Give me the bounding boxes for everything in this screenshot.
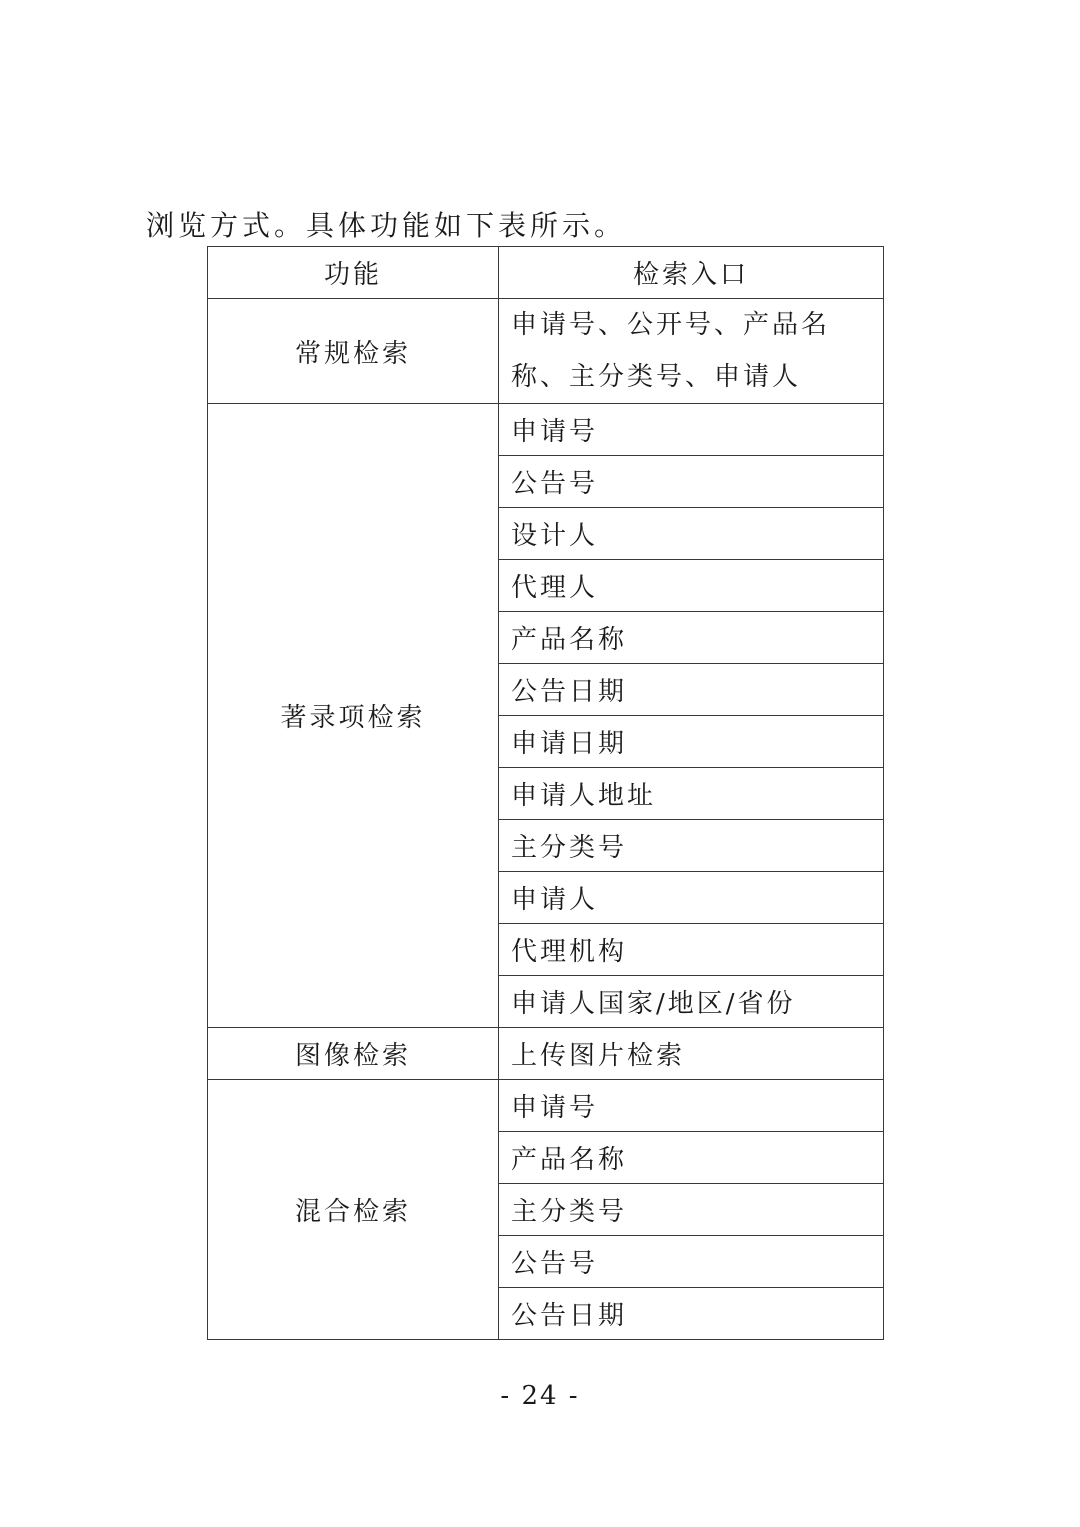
entry-cell: 申请号、公开号、产品名称、主分类号、申请人: [499, 299, 884, 404]
entry-cell: 申请号: [499, 1080, 884, 1132]
page-number: - 24 -: [500, 1381, 580, 1411]
entry-cell: 设计人: [499, 508, 884, 560]
entry-cell: 代理机构: [499, 924, 884, 976]
entry-cell: 公告号: [499, 456, 884, 508]
entry-cell: 申请日期: [499, 716, 884, 768]
entry-cell: 申请人: [499, 872, 884, 924]
function-mixed-search: 混合检索: [208, 1080, 499, 1340]
table-row: [208, 1080, 884, 1132]
search-function-table: [207, 246, 884, 1340]
function-regular-search: 常规检索: [208, 299, 499, 404]
entry-cell: 申请人地址: [499, 768, 884, 820]
header-entry: 检索入口: [499, 247, 884, 299]
table-row: [208, 404, 884, 456]
intro-paragraph: 浏览方式。具体功能如下表所示。: [146, 209, 627, 242]
entry-cell: 公告日期: [499, 1288, 884, 1340]
function-bibliographic-search: 著录项检索: [208, 404, 499, 1028]
table-header-row: [208, 247, 884, 299]
function-image-search: 图像检索: [208, 1028, 499, 1080]
entry-cell: 代理人: [499, 560, 884, 612]
table-row: [208, 299, 884, 404]
table-row: [208, 1028, 884, 1080]
entry-cell: 上传图片检索: [499, 1028, 884, 1080]
entry-cell: 公告日期: [499, 664, 884, 716]
header-function: 功能: [208, 247, 499, 299]
entry-cell: 申请人国家/地区/省份: [499, 976, 884, 1028]
entry-cell: 产品名称: [499, 612, 884, 664]
entry-cell: 公告号: [499, 1236, 884, 1288]
entry-cell: 申请号: [499, 404, 884, 456]
entry-cell: 主分类号: [499, 1184, 884, 1236]
entry-cell: 主分类号: [499, 820, 884, 872]
entry-cell: 产品名称: [499, 1132, 884, 1184]
